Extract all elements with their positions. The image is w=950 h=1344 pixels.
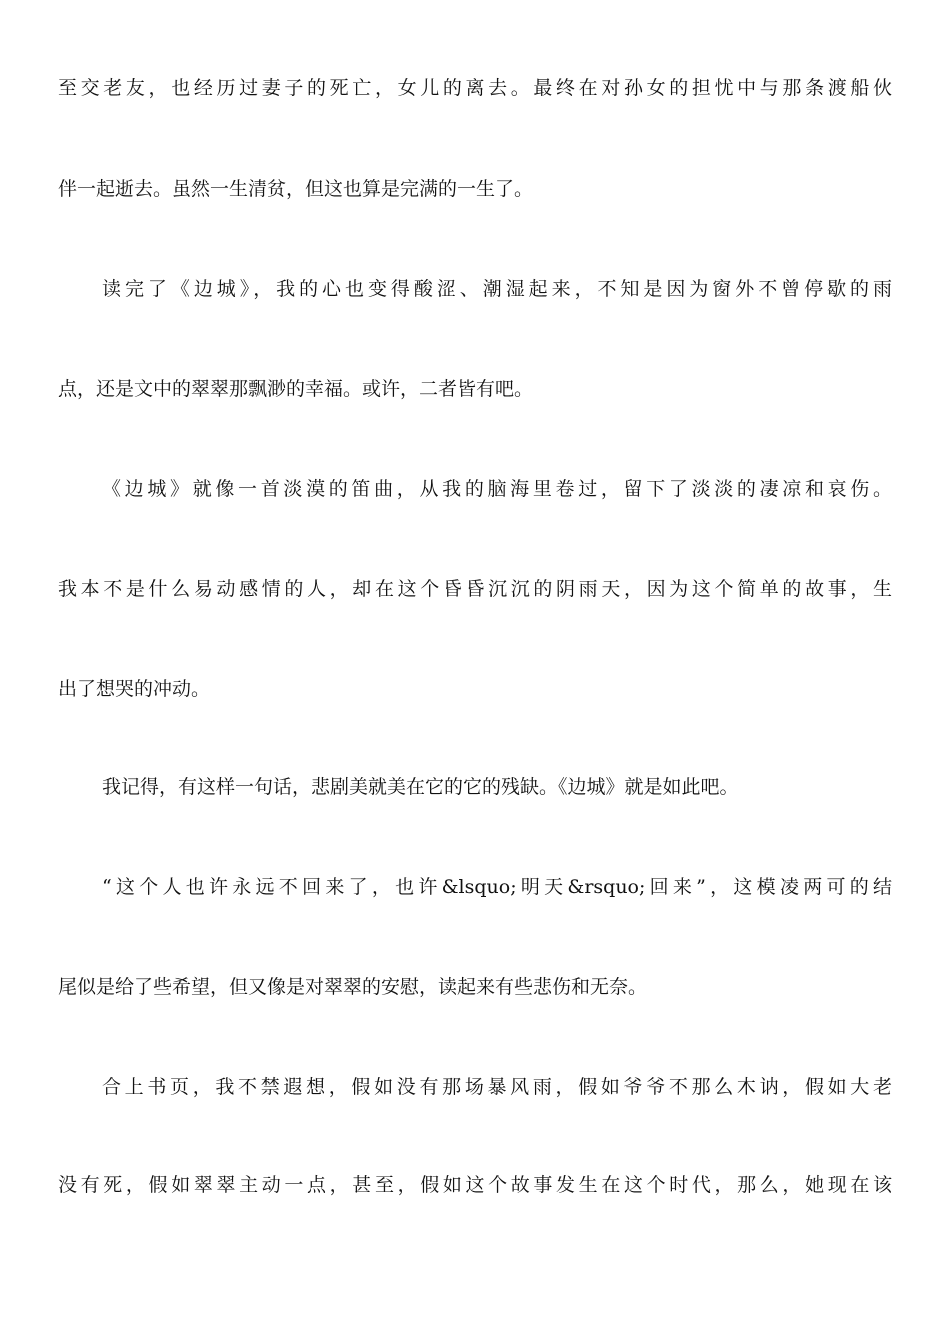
text-line-6: 我本不是什么易动感情的人，却在这个昏昏沉沉的阴雨天，因为这个简单的故事，生 <box>58 578 892 600</box>
text-line-8: 我记得，有这样一句话，悲剧美就美在它的它的残缺。《边城》就是如此吧。 <box>102 776 739 798</box>
text-line-1: 至交老友，也经历过妻子的死亡，女儿的离去。最终在对孙女的担忧中与那条渡船伙 <box>58 77 892 99</box>
text-line-12: 没有死，假如翠翠主动一点，甚至，假如这个故事发生在这个时代，那么，她现在该 <box>58 1174 892 1196</box>
text-line-4: 点，还是文中的翠翠那飘渺的幸福。或许，二者皆有吧。 <box>58 378 534 400</box>
text-line-9: “这个人也许永远不回来了，也许&lsquo;明天&rsquo;回来”，这模凌两可的结 <box>102 876 892 898</box>
text-line-10: 尾似是给了些希望，但又像是对翠翠的安慰，读起来有些悲伤和无奈。 <box>58 976 648 998</box>
text-line-3: 读完了《边城》，我的心也变得酸涩、潮湿起来，不知是因为窗外不曾停歇的雨 <box>102 278 892 300</box>
text-line-11: 合上书页，我不禁遐想，假如没有那场暴风雨，假如爷爷不那么木讷，假如大老 <box>102 1076 892 1098</box>
text-line-2: 伴一起逝去。虽然一生清贫，但这也算是完满的一生了。 <box>58 178 534 200</box>
text-line-5: 《边城》就像一首淡漠的笛曲，从我的脑海里卷过，留下了淡淡的凄凉和哀伤。 <box>102 478 892 500</box>
text-line-7: 出了想哭的冲动。 <box>58 678 211 700</box>
